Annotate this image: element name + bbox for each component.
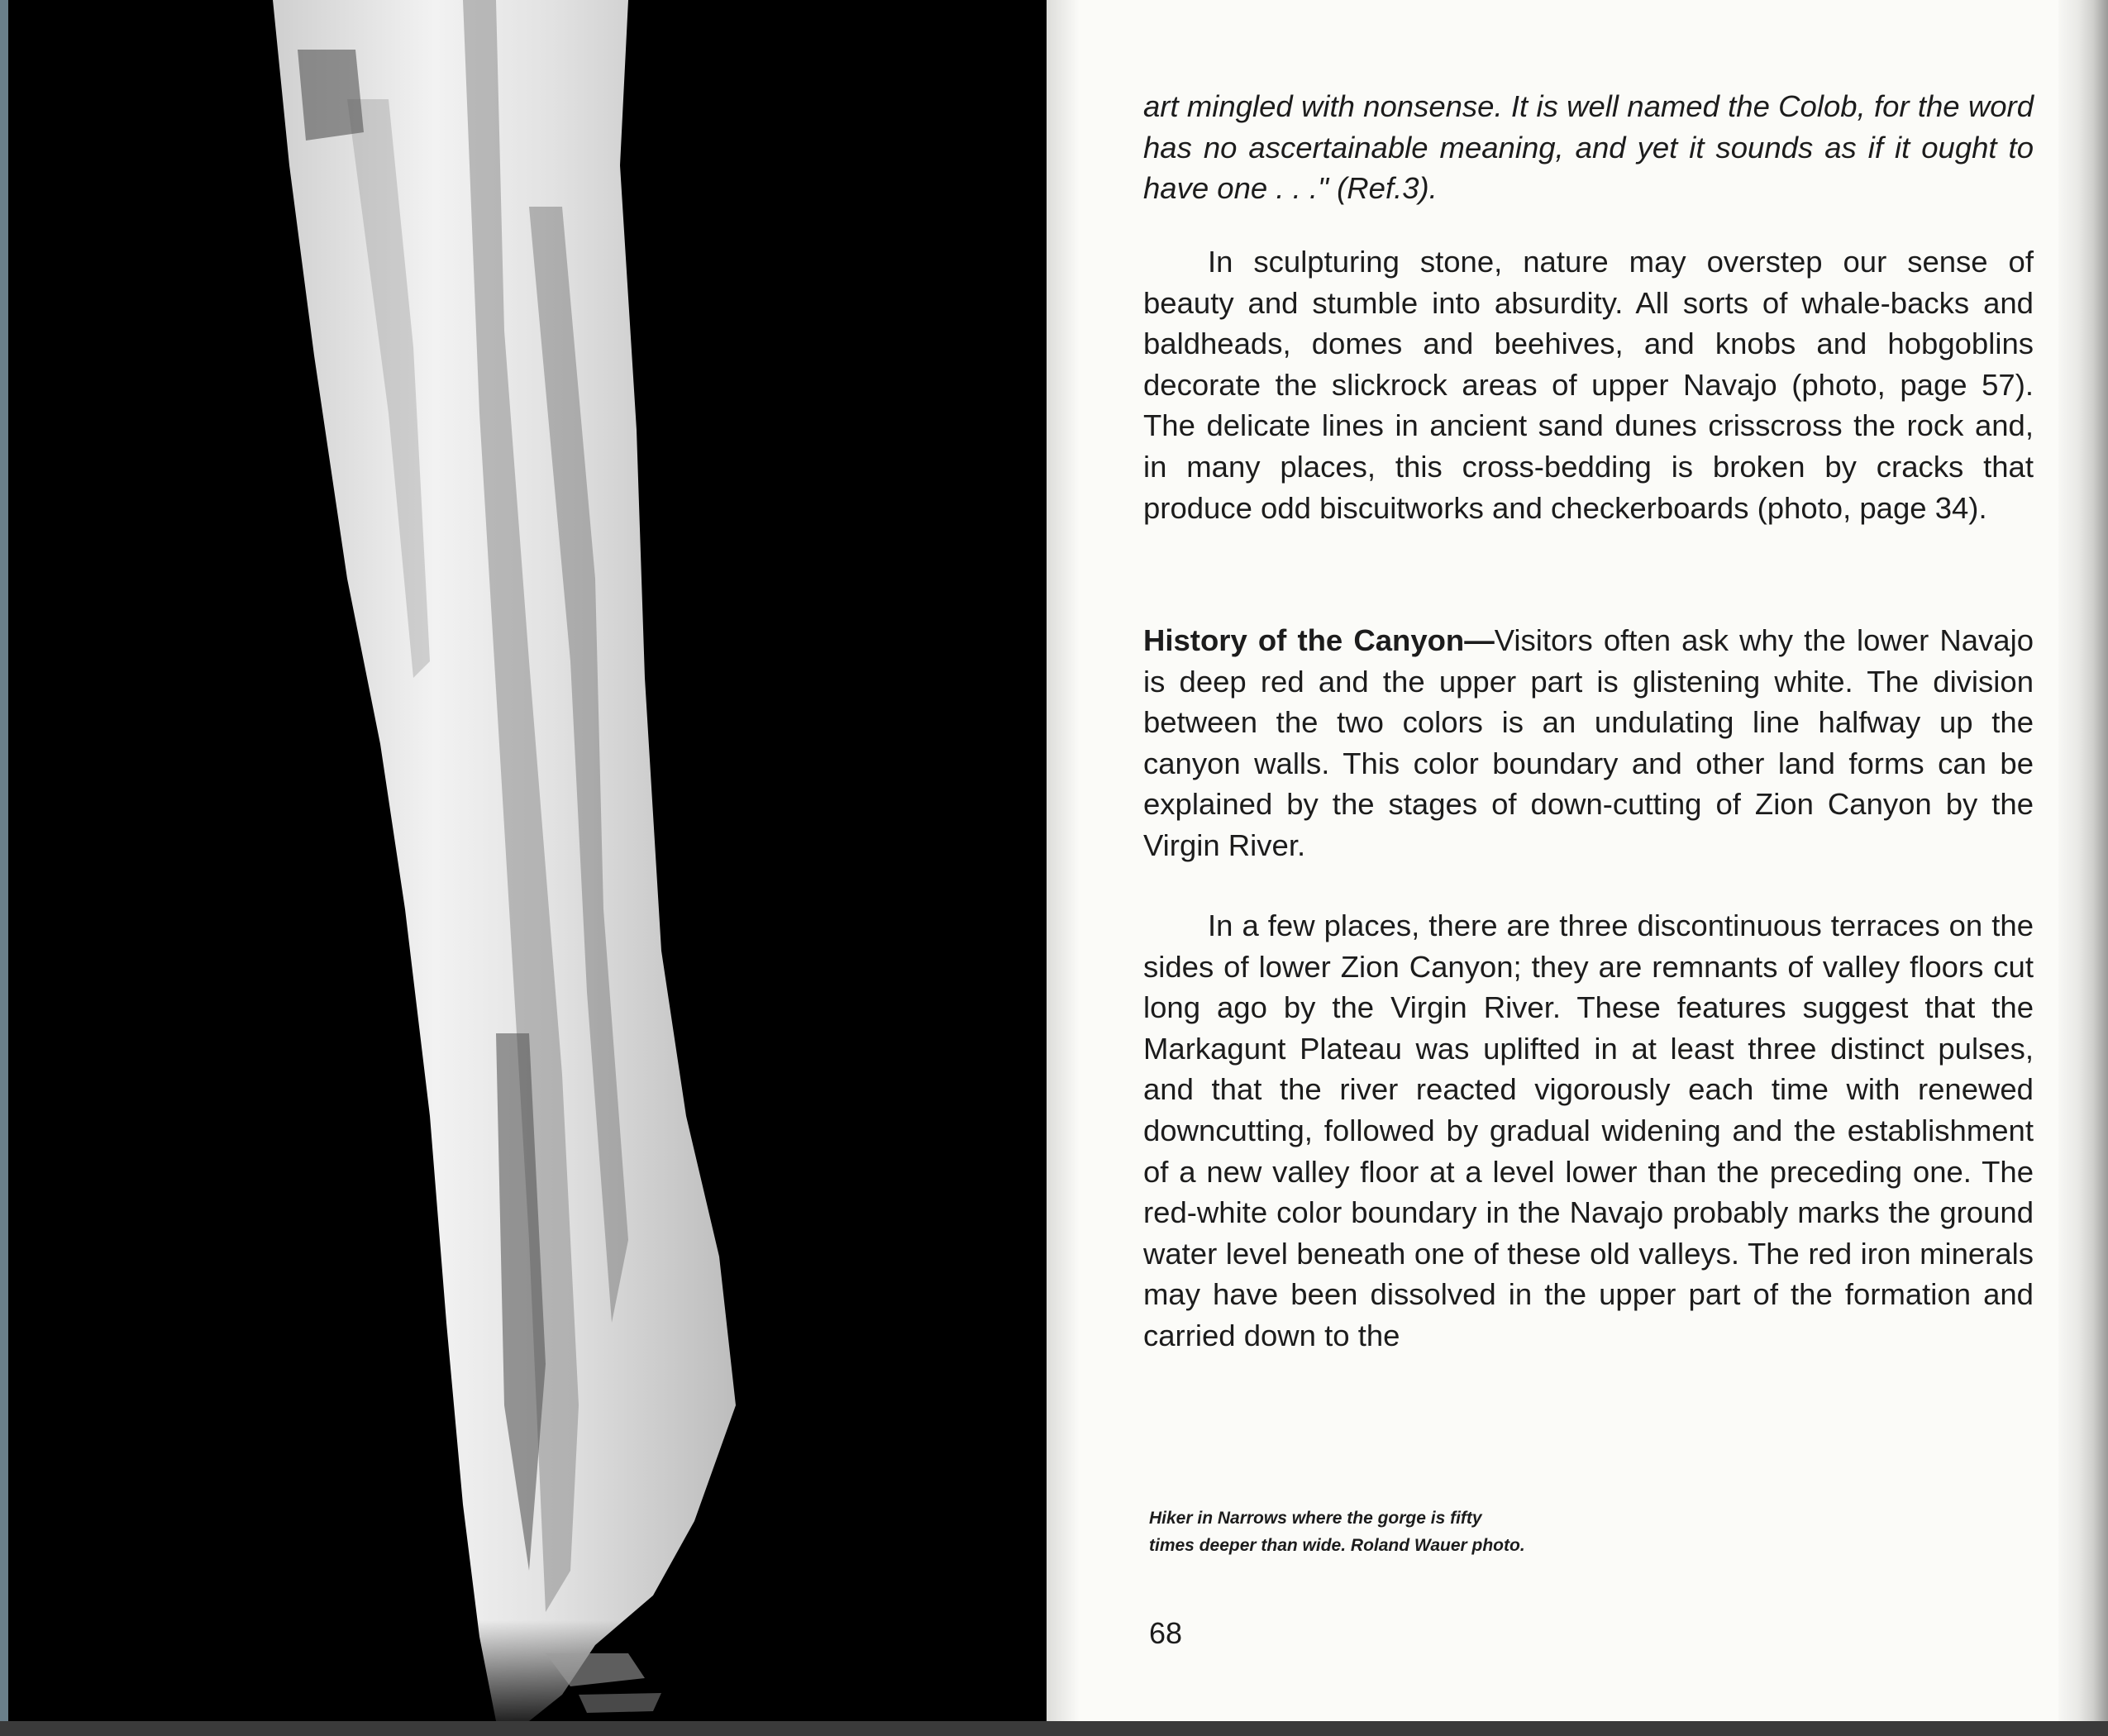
caption-line-2: times deeper than wide. Roland Wauer photo. [1149, 1536, 1525, 1555]
narrows-photograph [0, 0, 1047, 1721]
scan-bottom-edge [0, 1721, 2108, 1736]
page-edge-left [0, 0, 8, 1721]
paragraph-sculpturing-stone: In sculpturing stone, nature may overstep our sense of beauty and stumble into absurdity. All sorts of whale-backs and baldheads, domes and beehives, and knobs and hobgoblins decorate the slickrock areas of upper Navajo (photo, page 57). The delicate lines in ancient sand dunes crisscross the rock and, in many places, this cross-bedding is broken by cracks that produce odd biscuitworks and checkerboards (photo, page 34). [1143, 245, 2034, 525]
quotation-paragraph: art mingled with nonsense. It is well named the Colob, for the word has no ascertainable meaning, and yet it sounds as if it ought to have one . . ." (Ref.3). [1143, 89, 2034, 206]
paragraph-history [1143, 620, 2034, 866]
photo-caption [1149, 1505, 1678, 1559]
paragraph-history-body: Visitors often ask why the lower Navajo is deep red and the upper part is glistening white. The division between the two colors is an undulating line halfway up the canyon walls. This color boundary and other land forms can be explained by the stages of down-cutting of Zion Canyon by the Virgin River. [1143, 623, 2034, 862]
paragraph-terraces: In a few places, there are three discontinuous terraces on the sides of lower Zion Canyon; they are remnants of valley floors cut long ago by the Virgin River. These features suggest that the Markagunt Plateau was uplifted in at least three distinct pulses, and that the river reacted vigorously each time with renewed downcutting, followed by gradual widening and the establishment of a new valley floor at a level lower than the preceding one. The red-white color boundary in the Navajo probably marks the ground water level beneath one of these old valleys. The red iron minerals may have been dissolved in the upper part of the formation and carried down to the [1143, 909, 2034, 1352]
page-number: 68 [1149, 1616, 1183, 1650]
gutter-shadow [1047, 0, 1080, 1721]
section-heading: History of the Canyon— [1143, 623, 1495, 657]
canyon-narrows-image [0, 0, 1047, 1721]
caption-line-1: Hiker in Narrows where the gorge is fifty [1149, 1509, 1482, 1528]
page-edge-right [2058, 0, 2108, 1721]
